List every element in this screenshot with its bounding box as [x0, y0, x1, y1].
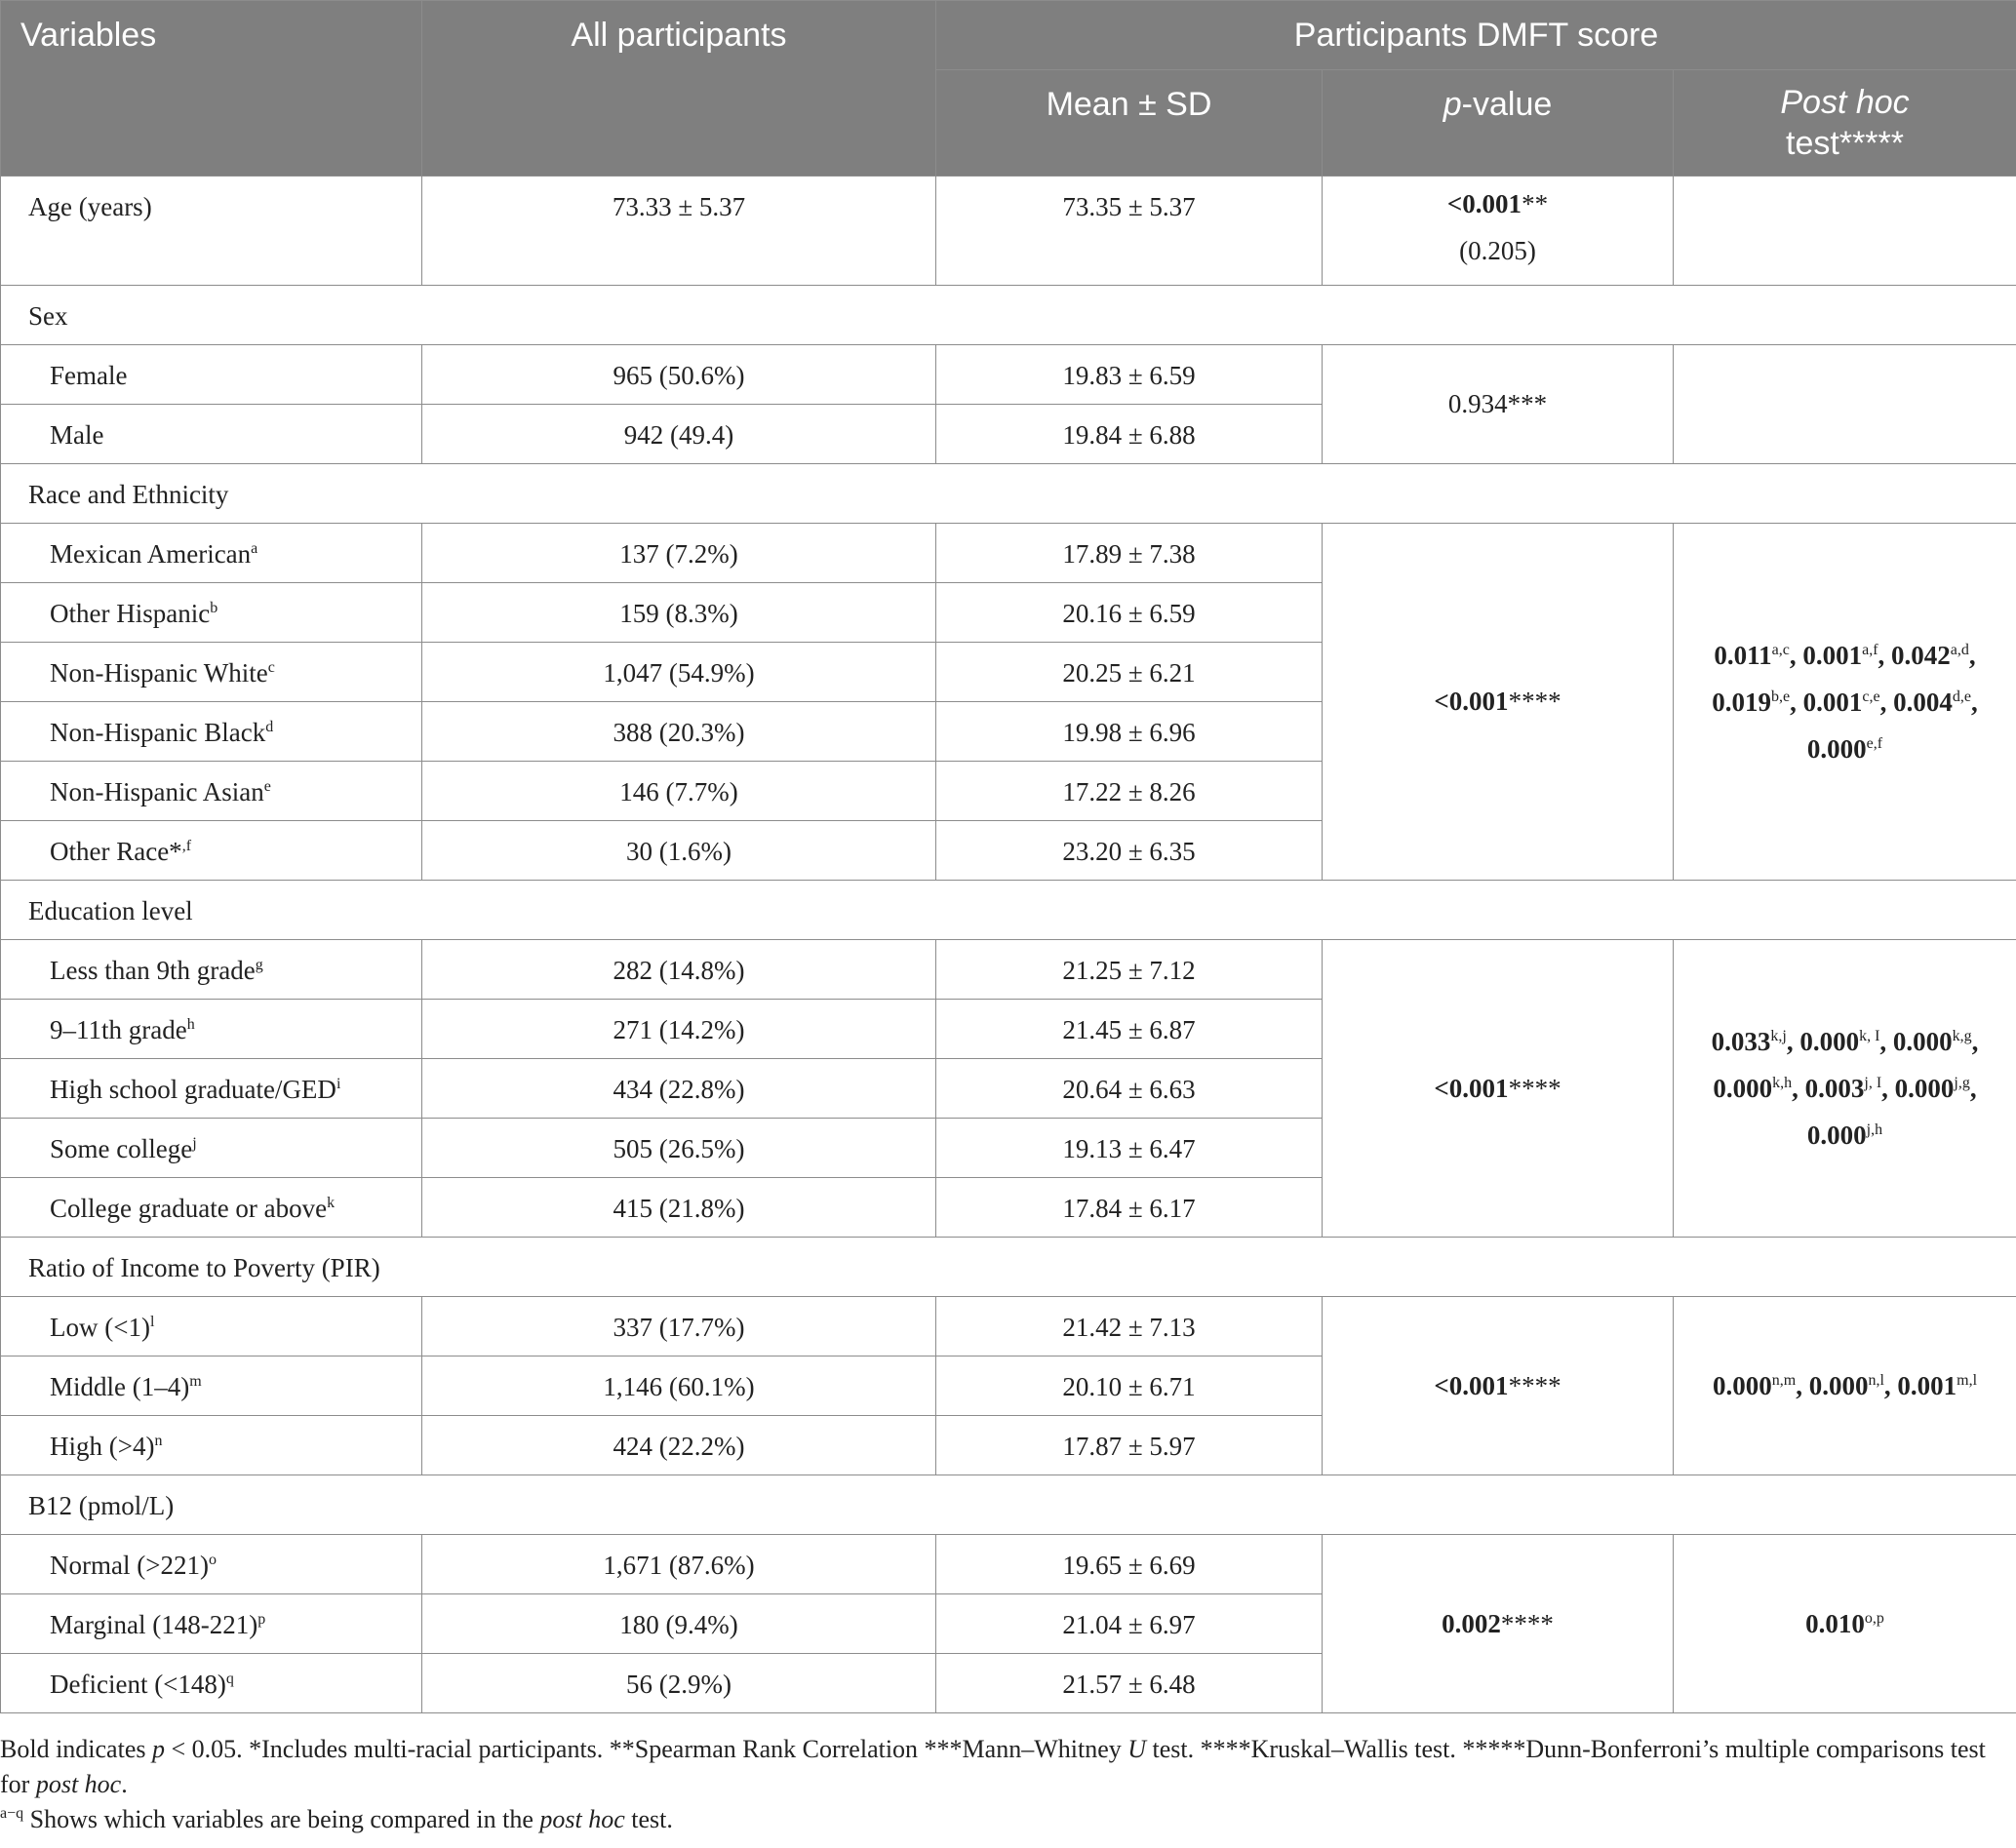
section-sex: Sex: [1, 286, 2016, 345]
pir-posthoc: [1674, 1297, 2016, 1475]
section-row: [1, 1238, 2016, 1297]
age-label: Age (years): [1, 177, 422, 286]
row-mean: 21.57 ± 6.48: [936, 1654, 1323, 1713]
row-all: 146 (7.7%): [422, 762, 936, 821]
row-mean: 20.16 ± 6.59: [936, 583, 1323, 643]
row-mean: 21.45 ± 6.87: [936, 1000, 1323, 1059]
header-mean-sd: Mean ± SD: [936, 70, 1323, 177]
row-label: Normal (>221)$^o$: [1, 1535, 422, 1594]
posthoc-entry: 0.019$^{b,e}$,: [1712, 687, 1803, 717]
race-p-value: <0.001****: [1323, 524, 1674, 881]
row-all: 180 (9.4%): [422, 1594, 936, 1654]
section-row: [1, 1475, 2016, 1535]
age-p-value: <0.001** (0.205): [1323, 177, 1674, 286]
header-all-participants: All participants: [422, 1, 936, 177]
table-footnote: [0, 1732, 2009, 1837]
age-mean: 73.35 ± 5.37: [936, 177, 1323, 286]
row-all: 434 (22.8%): [422, 1059, 936, 1119]
row-all: 1,671 (87.6%): [422, 1535, 936, 1594]
section-row: [1, 464, 2016, 524]
row-mean: 17.87 ± 5.97: [936, 1416, 1323, 1475]
table-row: [1, 1297, 2016, 1357]
posthoc-entry: 0.042$^{a,d}$,: [1891, 640, 1976, 670]
row-all: 965 (50.6%): [422, 345, 936, 405]
row-mean: 21.04 ± 6.97: [936, 1594, 1323, 1654]
header-variables: Variables: [1, 1, 422, 177]
section-b12: B12 (pmol/L): [1, 1475, 2016, 1535]
table-row: [1, 1535, 2016, 1594]
age-all: 73.33 ± 5.37: [422, 177, 936, 286]
pir-p-value: <0.001****: [1323, 1297, 1674, 1475]
row-mean: 17.84 ± 6.17: [936, 1178, 1323, 1238]
row-label: Marginal $(148-221)^p$: [1, 1594, 422, 1654]
row-mean: 19.13 ± 6.47: [936, 1119, 1323, 1178]
row-label: Female: [1, 345, 422, 405]
header-dmft-group: Participants DMFT score: [936, 1, 2016, 70]
section-education: Education level: [1, 881, 2016, 940]
row-label: Some college$^j$: [1, 1119, 422, 1178]
row-all: 1,146 (60.1%): [422, 1357, 936, 1416]
header-p-value: p-value: [1323, 70, 1674, 177]
row-label: Other Hispanic$^b$: [1, 583, 422, 643]
row-all: 505 (26.5%): [422, 1119, 936, 1178]
row-all: 424 (22.2%): [422, 1416, 936, 1475]
b12-p-value: 0.002****: [1323, 1535, 1674, 1713]
row-mean: 23.20 ± 6.35: [936, 821, 1323, 881]
row-all: 337 (17.7%): [422, 1297, 936, 1357]
row-all: 942 (49.4): [422, 405, 936, 464]
posthoc-entry: 0.010$^{o,p}$: [1805, 1609, 1884, 1638]
sex-p-value: 0.934***: [1323, 345, 1674, 464]
posthoc-entry: $0.000^{k, I}$,: [1799, 1027, 1893, 1056]
row-mean: 21.42 ± 7.13: [936, 1297, 1323, 1357]
row-label: Non-Hispanic White$^c$: [1, 643, 422, 702]
age-posthoc: [1674, 177, 2016, 286]
posthoc-entry: 0.001$^{a,f}$,: [1802, 640, 1892, 670]
row-mean: 20.25 ± 6.21: [936, 643, 1323, 702]
posthoc-entry: 0.000$^{k,g}$,: [1892, 1027, 1979, 1056]
row-label: Less than 9th grade$^g$: [1, 940, 422, 1000]
row-label: Other Race*$^{,f}$: [1, 821, 422, 881]
education-p-value: <0.001****: [1323, 940, 1674, 1238]
table-row: [1, 524, 2016, 583]
row-mean: 21.25 ± 7.12: [936, 940, 1323, 1000]
row-all: 415 (21.8%): [422, 1178, 936, 1238]
footnote-line-1: Bold indicates p < 0.05. *Includes multi-racial participants. **Spearman Rank Correlation ***Mann–Whitney U test. ****Kruskal–Wallis test. *****Dunn-Bonferroni’s multiple comparisons test for post hoc.: [0, 1735, 1986, 1798]
row-mean: 20.10 ± 6.71: [936, 1357, 1323, 1416]
row-mean: 20.64 ± 6.63: [936, 1059, 1323, 1119]
row-label: Middle $(1-4)^m$: [1, 1357, 422, 1416]
row-label: Non-Hispanic Asian$^e$: [1, 762, 422, 821]
row-all: 1,047 (54.9%): [422, 643, 936, 702]
table-row: [1, 940, 2016, 1000]
row-label: Deficient (<148)$^q$: [1, 1654, 422, 1713]
posthoc-entry: 0.000$^{j,g}$,: [1894, 1074, 1977, 1103]
section-row: [1, 286, 2016, 345]
row-label: 9–11th grade$^h$: [1, 1000, 422, 1059]
row-mean: 17.89 ± 7.38: [936, 524, 1323, 583]
row-all: 56 (2.9%): [422, 1654, 936, 1713]
row-label: Mexican American$^a$: [1, 524, 422, 583]
posthoc-entry: 0.000$^{j,h}$: [1806, 1121, 1883, 1150]
section-row: [1, 881, 2016, 940]
row-all: 388 (20.3%): [422, 702, 936, 762]
row-all: 282 (14.8%): [422, 940, 936, 1000]
posthoc-entry: 0.000$^{n,m}$,: [1712, 1371, 1809, 1400]
row-all: 159 (8.3%): [422, 583, 936, 643]
race-posthoc: [1674, 524, 2016, 881]
row-all: 30 (1.6%): [422, 821, 936, 881]
table-row: [1, 345, 2016, 405]
row-label: College graduate or above$^k$: [1, 1178, 422, 1238]
row-mean: 19.98 ± 6.96: [936, 702, 1323, 762]
posthoc-entry: 0.001$^{c,e}$,: [1802, 687, 1894, 717]
posthoc-entry: 0.011$^{a,c}$,: [1714, 640, 1803, 670]
row-label: High (>4)$^n$: [1, 1416, 422, 1475]
row-mean: 19.83 ± 6.59: [936, 345, 1323, 405]
row-mean: 19.84 ± 6.88: [936, 405, 1323, 464]
posthoc-entry: 0.000$^{k,h}$,: [1713, 1074, 1805, 1103]
b12-posthoc: [1674, 1535, 2016, 1713]
sex-posthoc: [1674, 345, 2016, 464]
posthoc-entry: 0.001$^{m,l}$: [1897, 1371, 1978, 1400]
row-label: Male: [1, 405, 422, 464]
posthoc-entry: $0.003^{j, I}$,: [1804, 1074, 1895, 1103]
posthoc-entry: 0.000$^{e,f}$: [1806, 733, 1883, 764]
row-label: Low (<1)$^l$: [1, 1297, 422, 1357]
row-label: High school graduate/GED$^i$: [1, 1059, 422, 1119]
posthoc-entry: 0.000$^{n,l}$,: [1808, 1371, 1898, 1400]
posthoc-entry: 0.033$^{k,j}$,: [1711, 1027, 1800, 1056]
section-race: Race and Ethnicity: [1, 464, 2016, 524]
posthoc-entry: 0.004$^{d,e}$,: [1893, 687, 1978, 717]
row-label: Non-Hispanic Black$^d$: [1, 702, 422, 762]
education-posthoc: [1674, 940, 2016, 1238]
header-post-hoc: Post hoc test*****: [1674, 70, 2016, 177]
row-mean: 17.22 ± 8.26: [936, 762, 1323, 821]
row-all: 271 (14.2%): [422, 1000, 936, 1059]
row-mean: 19.65 ± 6.69: [936, 1535, 1323, 1594]
section-pir: Ratio of Income to Poverty (PIR): [1, 1238, 2016, 1297]
footnote-line-2: $^{a-q}$ Shows which variables are being compared in the post hoc test.: [0, 1805, 673, 1833]
row-all: 137 (7.2%): [422, 524, 936, 583]
table-row: [1, 177, 2016, 286]
